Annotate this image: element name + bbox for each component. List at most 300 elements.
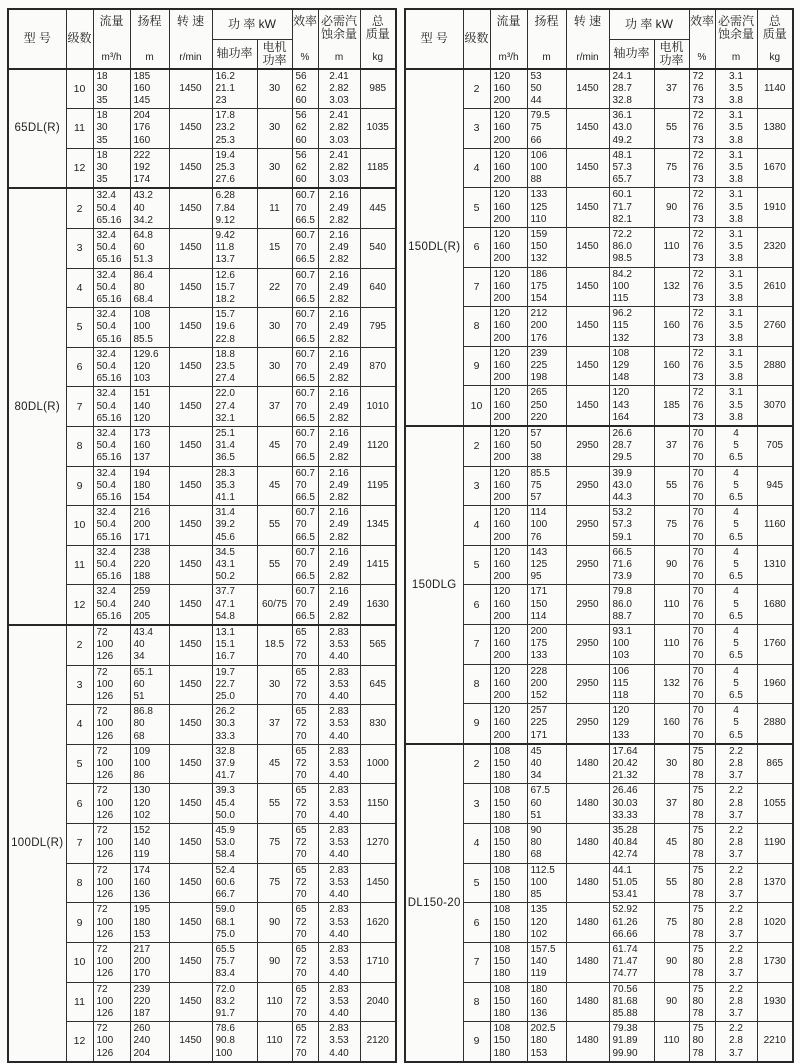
npsh-cell: 2.2 2.8 3.7 [715, 982, 757, 1022]
mass-cell: 1370 [757, 863, 793, 903]
flow-cell: 18 30 35 [93, 109, 130, 149]
shaft-power-cell: 79.8 86.0 88.7 [609, 585, 654, 625]
mass-cell: 1960 [757, 664, 793, 704]
head-cell: 129.6 120 103 [130, 347, 169, 387]
flow-cell: 120 160 200 [490, 307, 527, 347]
efficiency-cell: 70 76 70 [689, 625, 715, 665]
mass-cell: 445 [360, 188, 396, 228]
stage-row [405, 625, 793, 665]
motor-power-cell: 90 [654, 942, 689, 982]
flow-cell: 108 150 180 [490, 784, 527, 824]
header-power: 功 率 kW [212, 9, 292, 39]
pump-spec-table-left [7, 8, 397, 1063]
flow-cell: 32.4 50.4 65.16 [93, 188, 130, 228]
stages-cell: 7 [463, 625, 490, 665]
shaft-power-cell: 70.56 81.68 85.88 [609, 982, 654, 1022]
model-cell: 150DL(R) [405, 69, 463, 426]
head-cell: 109 100 86 [130, 744, 169, 784]
flow-cell: 72 100 126 [93, 982, 130, 1022]
motor-power-cell: 37 [257, 705, 292, 745]
flow-cell: 72 100 126 [93, 625, 130, 665]
pump-table-left-container [7, 8, 397, 1063]
head-cell: 79.5 75 66 [527, 109, 566, 149]
flow-cell: 120 160 200 [490, 267, 527, 307]
mass-cell: 865 [757, 744, 793, 784]
flow-cell: 120 160 200 [490, 664, 527, 704]
head-cell: 217 200 170 [130, 942, 169, 982]
shaft-power-cell: 60.1 71.7 82.1 [609, 188, 654, 228]
mass-cell: 2880 [757, 704, 793, 744]
header-efficiency: 效率 % [689, 9, 715, 69]
npsh-cell: 4 5 6.5 [715, 545, 757, 585]
efficiency-cell: 65 72 70 [292, 982, 318, 1022]
npsh-cell: 3.1 3.5 3.8 [715, 386, 757, 426]
efficiency-cell: 75 80 78 [689, 744, 715, 784]
mass-cell: 2210 [757, 1022, 793, 1062]
speed-cell: 1450 [169, 109, 212, 149]
header-model: 型 号 [8, 9, 66, 69]
shaft-power-cell: 72.0 83.2 91.7 [212, 982, 257, 1022]
header-shaft-power: 轴功率 [609, 39, 654, 69]
head-cell: 204 176 160 [130, 109, 169, 149]
mass-cell: 2760 [757, 307, 793, 347]
mass-cell: 2320 [757, 227, 793, 267]
motor-power-cell: 45 [257, 466, 292, 506]
efficiency-cell: 60.7 70 66.5 [292, 585, 318, 625]
mass-cell: 645 [360, 665, 396, 705]
mass-cell: 1910 [757, 188, 793, 228]
stage-row [405, 704, 793, 744]
flow-cell: 120 160 200 [490, 466, 527, 506]
speed-cell: 1450 [169, 982, 212, 1022]
head-cell: 130 120 102 [130, 784, 169, 824]
stage-row [8, 863, 396, 903]
motor-power-cell: 132 [654, 267, 689, 307]
motor-power-cell: 45 [654, 824, 689, 864]
npsh-cell: 2.83 3.53 4.40 [318, 665, 360, 705]
speed-cell: 1450 [169, 308, 212, 348]
efficiency-cell: 56 62 60 [292, 69, 318, 109]
stages-cell: 5 [463, 188, 490, 228]
motor-power-cell: 55 [654, 863, 689, 903]
head-cell: 259 240 205 [130, 585, 169, 625]
mass-cell: 2880 [757, 346, 793, 386]
stages-cell: 7 [66, 387, 93, 427]
mass-cell: 795 [360, 308, 396, 348]
speed-cell: 1450 [566, 109, 609, 149]
model-cell: 150DLG [405, 426, 463, 744]
npsh-cell: 3.1 3.5 3.8 [715, 346, 757, 386]
shaft-power-cell: 39.3 45.4 50.0 [212, 784, 257, 824]
npsh-cell: 2.83 3.53 4.40 [318, 625, 360, 665]
header-head: 扬程 m [130, 9, 169, 69]
head-cell: 228 200 152 [527, 664, 566, 704]
efficiency-cell: 70 76 70 [689, 506, 715, 546]
efficiency-cell: 70 76 70 [689, 664, 715, 704]
motor-power-cell: 37 [654, 426, 689, 466]
stage-row [405, 346, 793, 386]
mass-cell: 1415 [360, 545, 396, 585]
npsh-cell: 4 5 6.5 [715, 466, 757, 506]
flow-cell: 120 160 200 [490, 625, 527, 665]
speed-cell: 1450 [169, 625, 212, 665]
stage-row [8, 744, 396, 784]
speed-cell: 1480 [566, 784, 609, 824]
mass-cell: 1120 [360, 426, 396, 466]
stage-row [405, 227, 793, 267]
shaft-power-cell: 120 143 164 [609, 386, 654, 426]
stages-cell: 3 [463, 466, 490, 506]
speed-cell: 2950 [566, 545, 609, 585]
speed-cell: 1450 [169, 466, 212, 506]
speed-cell: 1480 [566, 744, 609, 784]
flow-cell: 120 160 200 [490, 386, 527, 426]
stage-row [8, 188, 396, 228]
head-cell: 143 125 95 [527, 545, 566, 585]
efficiency-cell: 56 62 60 [292, 109, 318, 149]
stage-row [8, 1022, 396, 1062]
head-cell: 180 160 136 [527, 982, 566, 1022]
efficiency-cell: 70 76 70 [689, 466, 715, 506]
npsh-cell: 2.16 2.49 2.82 [318, 228, 360, 268]
head-cell: 157.5 140 119 [527, 942, 566, 982]
shaft-power-cell: 19.4 25.3 27.6 [212, 148, 257, 188]
stages-cell: 7 [66, 824, 93, 864]
npsh-cell: 2.16 2.49 2.82 [318, 387, 360, 427]
shaft-power-cell: 84.2 100 115 [609, 267, 654, 307]
head-cell: 85.5 75 57 [527, 466, 566, 506]
stage-row [8, 268, 396, 308]
motor-power-cell: 37 [654, 784, 689, 824]
npsh-cell: 2.41 2.82 3.03 [318, 69, 360, 109]
mass-cell: 1380 [757, 109, 793, 149]
npsh-cell: 2.83 3.53 4.40 [318, 705, 360, 745]
stages-cell: 9 [463, 704, 490, 744]
head-cell: 67.5 60 51 [527, 784, 566, 824]
npsh-cell: 2.83 3.53 4.40 [318, 824, 360, 864]
header-motor-power: 电机 功率 [654, 39, 689, 69]
flow-cell: 120 160 200 [490, 704, 527, 744]
motor-power-cell: 110 [654, 1022, 689, 1062]
head-cell: 238 220 188 [130, 545, 169, 585]
speed-cell: 1450 [169, 744, 212, 784]
motor-power-cell: 30 [257, 148, 292, 188]
head-cell: 186 175 154 [527, 267, 566, 307]
stage-row [8, 665, 396, 705]
stages-cell: 8 [463, 307, 490, 347]
header-motor-power: 电机 功率 [257, 39, 292, 69]
speed-cell: 1450 [169, 387, 212, 427]
shaft-power-cell: 61.74 71.47 74.77 [609, 942, 654, 982]
flow-cell: 32.4 50.4 65.16 [93, 545, 130, 585]
shaft-power-cell: 108 129 148 [609, 346, 654, 386]
npsh-cell: 3.1 3.5 3.8 [715, 188, 757, 228]
stage-row [405, 307, 793, 347]
mass-cell: 565 [360, 625, 396, 665]
flow-cell: 32.4 50.4 65.16 [93, 228, 130, 268]
motor-power-cell: 110 [654, 227, 689, 267]
speed-cell: 2950 [566, 426, 609, 466]
stage-row [8, 585, 396, 625]
header-shaft-power: 轴功率 [212, 39, 257, 69]
flow-cell: 120 160 200 [490, 585, 527, 625]
header-flow: 流量 m³/h [93, 9, 130, 69]
head-cell: 86.8 80 68 [130, 705, 169, 745]
header-npsh: 必需汽 蚀余量 m [715, 9, 757, 69]
shaft-power-cell: 45.9 53.0 58.4 [212, 824, 257, 864]
motor-power-cell: 55 [654, 109, 689, 149]
mass-cell: 1055 [757, 784, 793, 824]
npsh-cell: 4 5 6.5 [715, 506, 757, 546]
motor-power-cell: 37 [257, 387, 292, 427]
flow-cell: 108 150 180 [490, 824, 527, 864]
motor-power-cell: 160 [654, 346, 689, 386]
shaft-power-cell: 39.9 43.0 44.3 [609, 466, 654, 506]
shaft-power-cell: 26.6 28.7 29.5 [609, 426, 654, 466]
motor-power-cell: 45 [257, 744, 292, 784]
flow-cell: 18 30 35 [93, 148, 130, 188]
speed-cell: 1480 [566, 942, 609, 982]
stages-cell: 3 [463, 784, 490, 824]
flow-cell: 32.4 50.4 65.16 [93, 268, 130, 308]
npsh-cell: 2.16 2.49 2.82 [318, 268, 360, 308]
motor-power-cell: 75 [654, 506, 689, 546]
flow-cell: 120 160 200 [490, 545, 527, 585]
shaft-power-cell: 65.5 75.7 83.4 [212, 942, 257, 982]
flow-cell: 72 100 126 [93, 903, 130, 943]
efficiency-cell: 72 76 73 [689, 188, 715, 228]
stage-row [8, 824, 396, 864]
stages-cell: 9 [66, 466, 93, 506]
npsh-cell: 4 5 6.5 [715, 585, 757, 625]
shaft-power-cell: 18.8 23.5 27.4 [212, 347, 257, 387]
header-model: 型 号 [405, 9, 463, 69]
head-cell: 159 150 132 [527, 227, 566, 267]
motor-power-cell: 30 [257, 69, 292, 109]
npsh-cell: 3.1 3.5 3.8 [715, 148, 757, 188]
stage-row [8, 982, 396, 1022]
stages-cell: 9 [66, 903, 93, 943]
stages-cell: 12 [66, 1022, 93, 1062]
head-cell: 200 175 133 [527, 625, 566, 665]
speed-cell: 2950 [566, 506, 609, 546]
efficiency-cell: 60.7 70 66.5 [292, 347, 318, 387]
efficiency-cell: 72 76 73 [689, 307, 715, 347]
shaft-power-cell: 53.2 57.3 59.1 [609, 506, 654, 546]
stage-row [8, 545, 396, 585]
flow-cell: 72 100 126 [93, 1022, 130, 1062]
speed-cell: 2950 [566, 704, 609, 744]
npsh-cell: 3.1 3.5 3.8 [715, 227, 757, 267]
head-cell: 185 160 145 [130, 69, 169, 109]
flow-cell: 120 160 200 [490, 506, 527, 546]
stages-cell: 5 [463, 863, 490, 903]
mass-cell: 2120 [360, 1022, 396, 1062]
shaft-power-cell: 28.3 35.3 41.1 [212, 466, 257, 506]
shaft-power-cell: 31.4 39.2 45.6 [212, 506, 257, 546]
shaft-power-cell: 15.7 19.6 22.8 [212, 308, 257, 348]
mass-cell: 830 [360, 705, 396, 745]
speed-cell: 1480 [566, 863, 609, 903]
flow-cell: 108 150 180 [490, 1022, 527, 1062]
mass-cell: 1670 [757, 148, 793, 188]
motor-power-cell: 30 [654, 744, 689, 784]
shaft-power-cell: 12.6 15.7 18.2 [212, 268, 257, 308]
flow-cell: 120 160 200 [490, 188, 527, 228]
motor-power-cell: 132 [654, 664, 689, 704]
stages-cell: 4 [463, 506, 490, 546]
stage-row [405, 863, 793, 903]
npsh-cell: 2.83 3.53 4.40 [318, 863, 360, 903]
motor-power-cell: 55 [654, 466, 689, 506]
npsh-cell: 2.2 2.8 3.7 [715, 824, 757, 864]
head-cell: 212 200 176 [527, 307, 566, 347]
stages-cell: 9 [463, 1022, 490, 1062]
head-cell: 202.5 180 153 [527, 1022, 566, 1062]
head-cell: 239 225 198 [527, 346, 566, 386]
head-cell: 53 50 44 [527, 69, 566, 109]
stage-row [405, 386, 793, 426]
speed-cell: 1450 [566, 69, 609, 109]
stage-row [8, 387, 396, 427]
stage-row [405, 426, 793, 466]
mass-cell: 1035 [360, 109, 396, 149]
speed-cell: 1450 [566, 227, 609, 267]
pump-spec-table-right [404, 8, 794, 1063]
head-cell: 57 50 38 [527, 426, 566, 466]
stage-row [8, 506, 396, 546]
stages-cell: 5 [463, 545, 490, 585]
npsh-cell: 2.83 3.53 4.40 [318, 982, 360, 1022]
motor-power-cell: 110 [257, 982, 292, 1022]
head-cell: 114 100 76 [527, 506, 566, 546]
stage-row [405, 69, 793, 109]
stages-cell: 10 [463, 386, 490, 426]
stages-cell: 3 [463, 109, 490, 149]
npsh-cell: 2.41 2.82 3.03 [318, 148, 360, 188]
header-speed: 转 速 r/min [566, 9, 609, 69]
stages-cell: 8 [463, 982, 490, 1022]
header-speed: 转 速 r/min [169, 9, 212, 69]
efficiency-cell: 72 76 73 [689, 69, 715, 109]
stages-cell: 5 [66, 744, 93, 784]
efficiency-cell: 65 72 70 [292, 1022, 318, 1062]
stages-cell: 12 [66, 148, 93, 188]
mass-cell: 1710 [360, 942, 396, 982]
mass-cell: 640 [360, 268, 396, 308]
efficiency-cell: 75 80 78 [689, 982, 715, 1022]
stage-row [405, 506, 793, 546]
flow-cell: 120 160 200 [490, 227, 527, 267]
shaft-power-cell: 26.46 30.03 33.33 [609, 784, 654, 824]
motor-power-cell: 160 [654, 307, 689, 347]
mass-cell: 1310 [757, 545, 793, 585]
shaft-power-cell: 6.28 7.84 9.12 [212, 188, 257, 228]
stage-row [405, 1022, 793, 1062]
efficiency-cell: 60.7 70 66.5 [292, 228, 318, 268]
npsh-cell: 2.83 3.53 4.40 [318, 1022, 360, 1062]
stages-cell: 11 [66, 545, 93, 585]
speed-cell: 1450 [169, 188, 212, 228]
flow-cell: 32.4 50.4 65.16 [93, 426, 130, 466]
npsh-cell: 4 5 6.5 [715, 426, 757, 466]
table-header [405, 9, 793, 69]
npsh-cell: 2.16 2.49 2.82 [318, 308, 360, 348]
head-cell: 257 225 171 [527, 704, 566, 744]
motor-power-cell: 90 [257, 942, 292, 982]
stage-row [405, 466, 793, 506]
head-cell: 151 140 120 [130, 387, 169, 427]
stages-cell: 6 [66, 784, 93, 824]
mass-cell: 1195 [360, 466, 396, 506]
mass-cell: 540 [360, 228, 396, 268]
mass-cell: 1345 [360, 506, 396, 546]
efficiency-cell: 72 76 73 [689, 346, 715, 386]
npsh-cell: 2.16 2.49 2.82 [318, 347, 360, 387]
mass-cell: 1680 [757, 585, 793, 625]
shaft-power-cell: 25.1 31.4 36.5 [212, 426, 257, 466]
efficiency-cell: 60.7 70 66.5 [292, 426, 318, 466]
flow-cell: 108 150 180 [490, 744, 527, 784]
speed-cell: 1450 [566, 307, 609, 347]
efficiency-cell: 65 72 70 [292, 863, 318, 903]
stage-row [8, 426, 396, 466]
header-mass: 总 质量 kg [360, 9, 396, 69]
shaft-power-cell: 24.1 28.7 32.8 [609, 69, 654, 109]
flow-cell: 32.4 50.4 65.16 [93, 585, 130, 625]
stage-row [8, 308, 396, 348]
motor-power-cell: 30 [257, 109, 292, 149]
stages-cell: 6 [463, 585, 490, 625]
mass-cell: 945 [757, 466, 793, 506]
stages-cell: 5 [66, 308, 93, 348]
mass-cell: 1760 [757, 625, 793, 665]
stage-row [405, 188, 793, 228]
head-cell: 106 100 88 [527, 148, 566, 188]
motor-power-cell: 15 [257, 228, 292, 268]
flow-cell: 32.4 50.4 65.16 [93, 466, 130, 506]
head-cell: 195 180 153 [130, 903, 169, 943]
efficiency-cell: 75 80 78 [689, 863, 715, 903]
stage-row [405, 903, 793, 943]
npsh-cell: 4 5 6.5 [715, 625, 757, 665]
efficiency-cell: 72 76 73 [689, 386, 715, 426]
shaft-power-cell: 37.7 47.1 54.8 [212, 585, 257, 625]
speed-cell: 1480 [566, 824, 609, 864]
shaft-power-cell: 26.2 30.3 33.3 [212, 705, 257, 745]
flow-cell: 108 150 180 [490, 982, 527, 1022]
header-head: 扬程 m [527, 9, 566, 69]
flow-cell: 108 150 180 [490, 903, 527, 943]
shaft-power-cell: 19.7 22.7 25.0 [212, 665, 257, 705]
efficiency-cell: 75 80 78 [689, 942, 715, 982]
motor-power-cell: 185 [654, 386, 689, 426]
stage-row [405, 545, 793, 585]
stages-cell: 4 [66, 705, 93, 745]
mass-cell: 870 [360, 347, 396, 387]
npsh-cell: 2.41 2.82 3.03 [318, 109, 360, 149]
efficiency-cell: 72 76 73 [689, 227, 715, 267]
mass-cell: 1010 [360, 387, 396, 427]
shaft-power-cell: 93.1 100 103 [609, 625, 654, 665]
npsh-cell: 2.16 2.49 2.82 [318, 426, 360, 466]
efficiency-cell: 65 72 70 [292, 744, 318, 784]
mass-cell: 2040 [360, 982, 396, 1022]
stages-cell: 4 [463, 824, 490, 864]
model-cell: 65DL(R) [8, 69, 66, 189]
flow-cell: 108 150 180 [490, 863, 527, 903]
speed-cell: 1450 [566, 267, 609, 307]
